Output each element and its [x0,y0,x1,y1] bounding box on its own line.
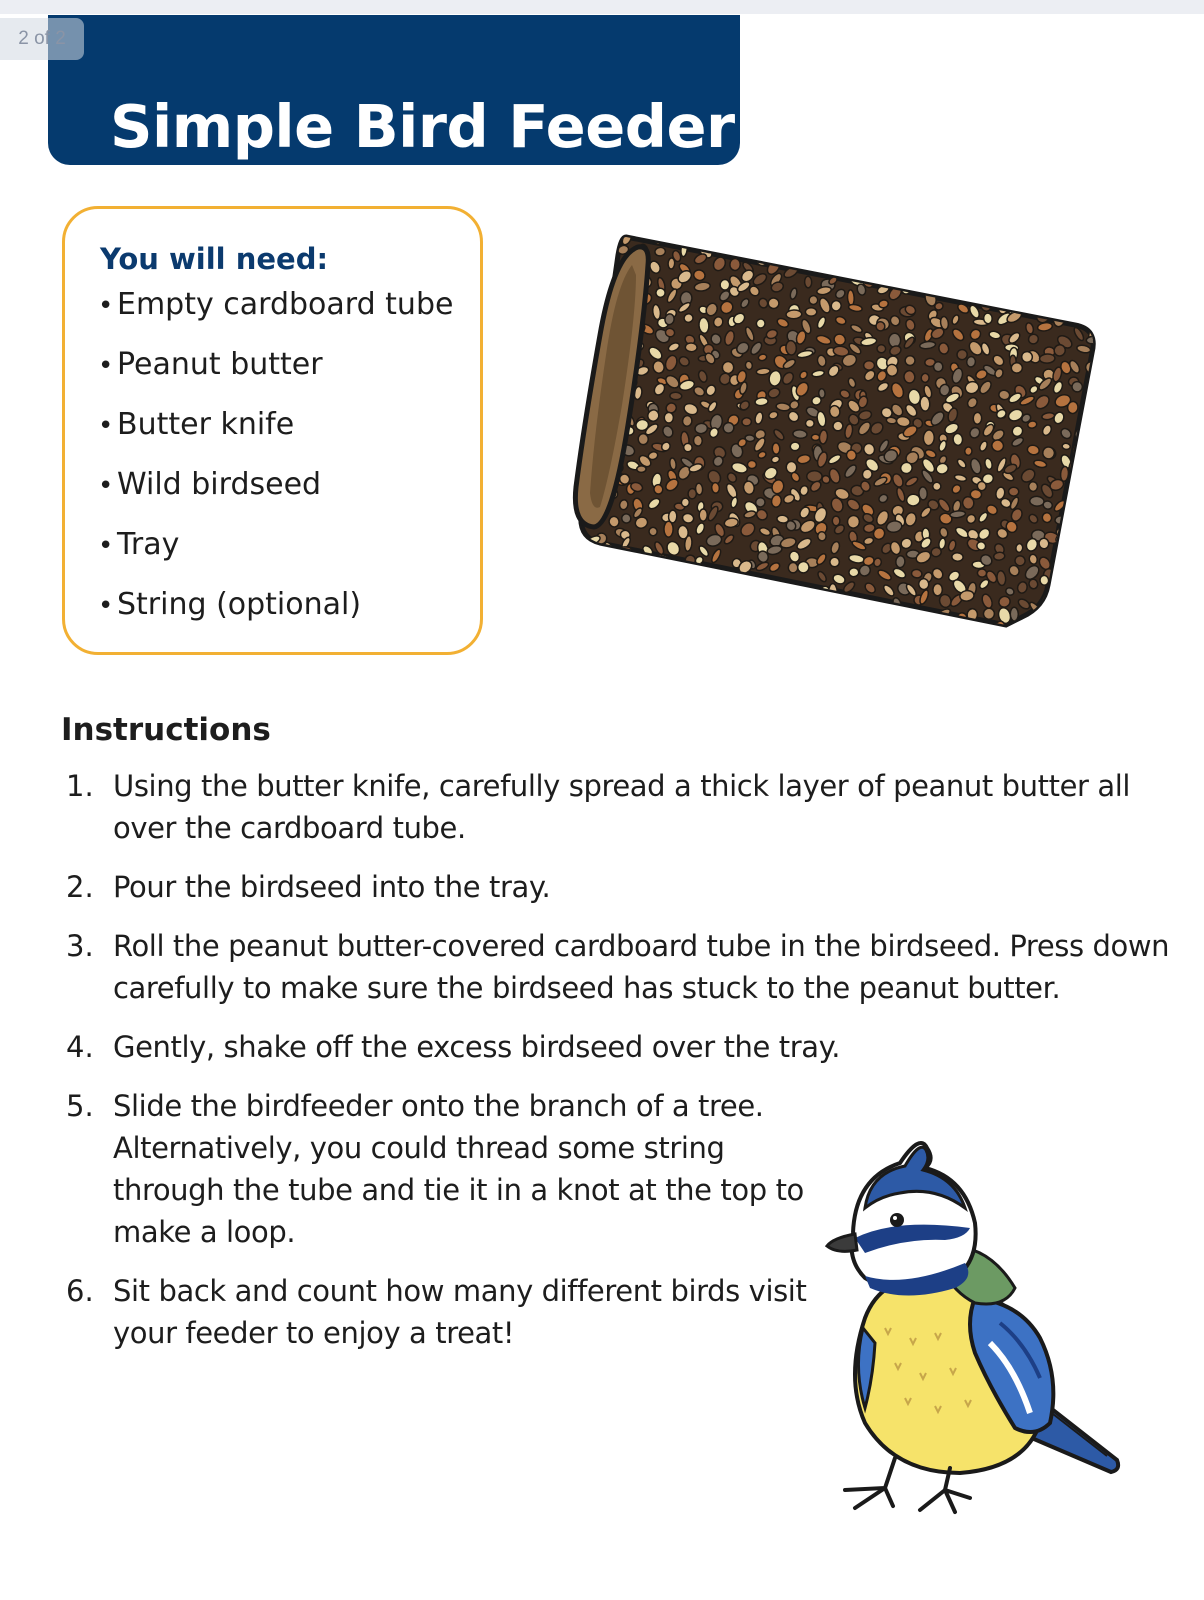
bullet-icon: • [98,591,114,621]
materials-heading: You will need: [100,242,329,276]
step-text: Pour the birdseed into the tray. [113,870,551,904]
title-banner [48,15,740,165]
seed-tube-illustration [570,225,1115,645]
bullet-icon: • [98,471,114,501]
page-title: Simple Bird Feeder [110,92,735,161]
instruction-step [66,925,1173,1009]
materials-item: • Empty cardboard tube [98,287,454,322]
page-counter: 2 of 2 [0,18,84,60]
step-text: Sit back and count how many different birds visit your feeder to enjoy a treat! [113,1274,807,1350]
step-number: 3. [66,929,94,963]
materials-item: • Butter knife [98,407,295,442]
materials-item: • String (optional) [98,587,362,622]
materials-box [62,206,483,655]
instruction-step [66,765,1173,849]
bullet-icon: • [98,291,114,321]
materials-item: • Tray [98,527,180,562]
step-text: Using the butter knife, carefully spread a thick layer of peanut butter all over the cardboard tube. [113,769,1131,845]
step-number: 6. [66,1274,94,1308]
materials-list [98,289,453,649]
viewer-top-strip [0,0,1204,14]
bullet-icon: • [98,411,114,441]
materials-item: • Peanut butter [98,347,323,382]
step-text: Slide the birdfeeder onto the branch of a tree. Alternatively, you could thread some string through the tube and tie it in a knot at the top to make a loop. [113,1089,804,1249]
step-text: Roll the peanut butter-covered cardboard tube in the birdseed. Press down carefully to make sure the birdseed has stuck to the peanut butter. [113,929,1170,1005]
instruction-step [66,1026,1173,1068]
step-text: Gently, shake off the excess birdseed over the tray. [113,1030,841,1064]
step-number: 5. [66,1089,94,1123]
blue-tit-illustration [825,1138,1125,1523]
instruction-step [66,866,1173,908]
bullet-icon: • [98,351,114,381]
instructions-heading: Instructions [61,712,271,748]
bullet-icon: • [98,531,114,561]
step-number: 4. [66,1030,94,1064]
materials-item: • Wild birdseed [98,467,322,502]
step-number: 2. [66,870,94,904]
step-number: 1. [66,769,94,803]
